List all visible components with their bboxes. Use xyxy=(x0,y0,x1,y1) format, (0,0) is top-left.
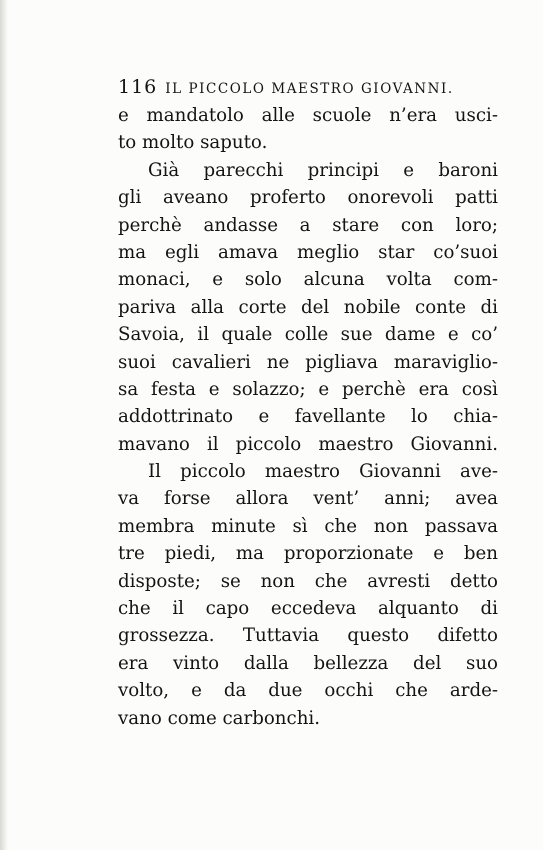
text-line: mavano il piccolo maestro Giovanni. xyxy=(118,433,498,455)
text-line: volto, e da due occhi che arde- xyxy=(118,680,498,702)
text-line: addottrinato e favellante lo chia- xyxy=(118,406,498,428)
text-line: va forse allora vent’ anni; avea xyxy=(118,488,498,510)
paragraph-1 xyxy=(118,102,498,157)
text-line: perchè andasse a stare con loro; xyxy=(118,214,498,236)
paragraph-3 xyxy=(118,458,498,732)
text-line: che il capo eccedeva alquanto di xyxy=(118,598,498,620)
text-line: membra minute sì che non passava xyxy=(118,515,498,537)
paragraph-2 xyxy=(118,157,498,458)
text-line: pariva alla corte del nobile conte di xyxy=(118,296,498,318)
text-line: suoi cavalieri ne pigliava maraviglio- xyxy=(118,351,498,373)
text-line: tre piedi, ma proporzionate e ben xyxy=(118,543,498,565)
page-number: 116 xyxy=(118,76,158,98)
text-line: disposte; se non che avresti detto xyxy=(118,570,498,592)
text-line: era vinto dalla bellezza del suo xyxy=(118,652,498,674)
text-line: to molto saputo. xyxy=(118,132,268,154)
text-line: monaci, e solo alcuna volta com- xyxy=(118,269,498,291)
text-line: Savoia, il quale colle sue dame e co’ xyxy=(118,324,498,346)
running-head xyxy=(118,76,498,102)
text-line: Il piccolo maestro Giovanni ave- xyxy=(148,461,498,483)
text-line: e mandatolo alle scuole n’era usci- xyxy=(118,105,498,126)
text-block xyxy=(118,76,498,732)
text-line: vano come carbonchi. xyxy=(118,707,321,729)
running-title: IL PICCOLO MAESTRO GIOVANNI. xyxy=(165,81,454,97)
text-line: grossezza. Tuttavia questo difetto xyxy=(118,625,498,647)
text-line: Già parecchi principi e baroni xyxy=(148,159,498,181)
text-line: ma egli amava meglio star co’suoi xyxy=(118,241,498,263)
text-line: gli aveano proferto onorevoli patti xyxy=(118,187,498,209)
text-line: sa festa e solazzo; e perchè era così xyxy=(118,378,498,400)
